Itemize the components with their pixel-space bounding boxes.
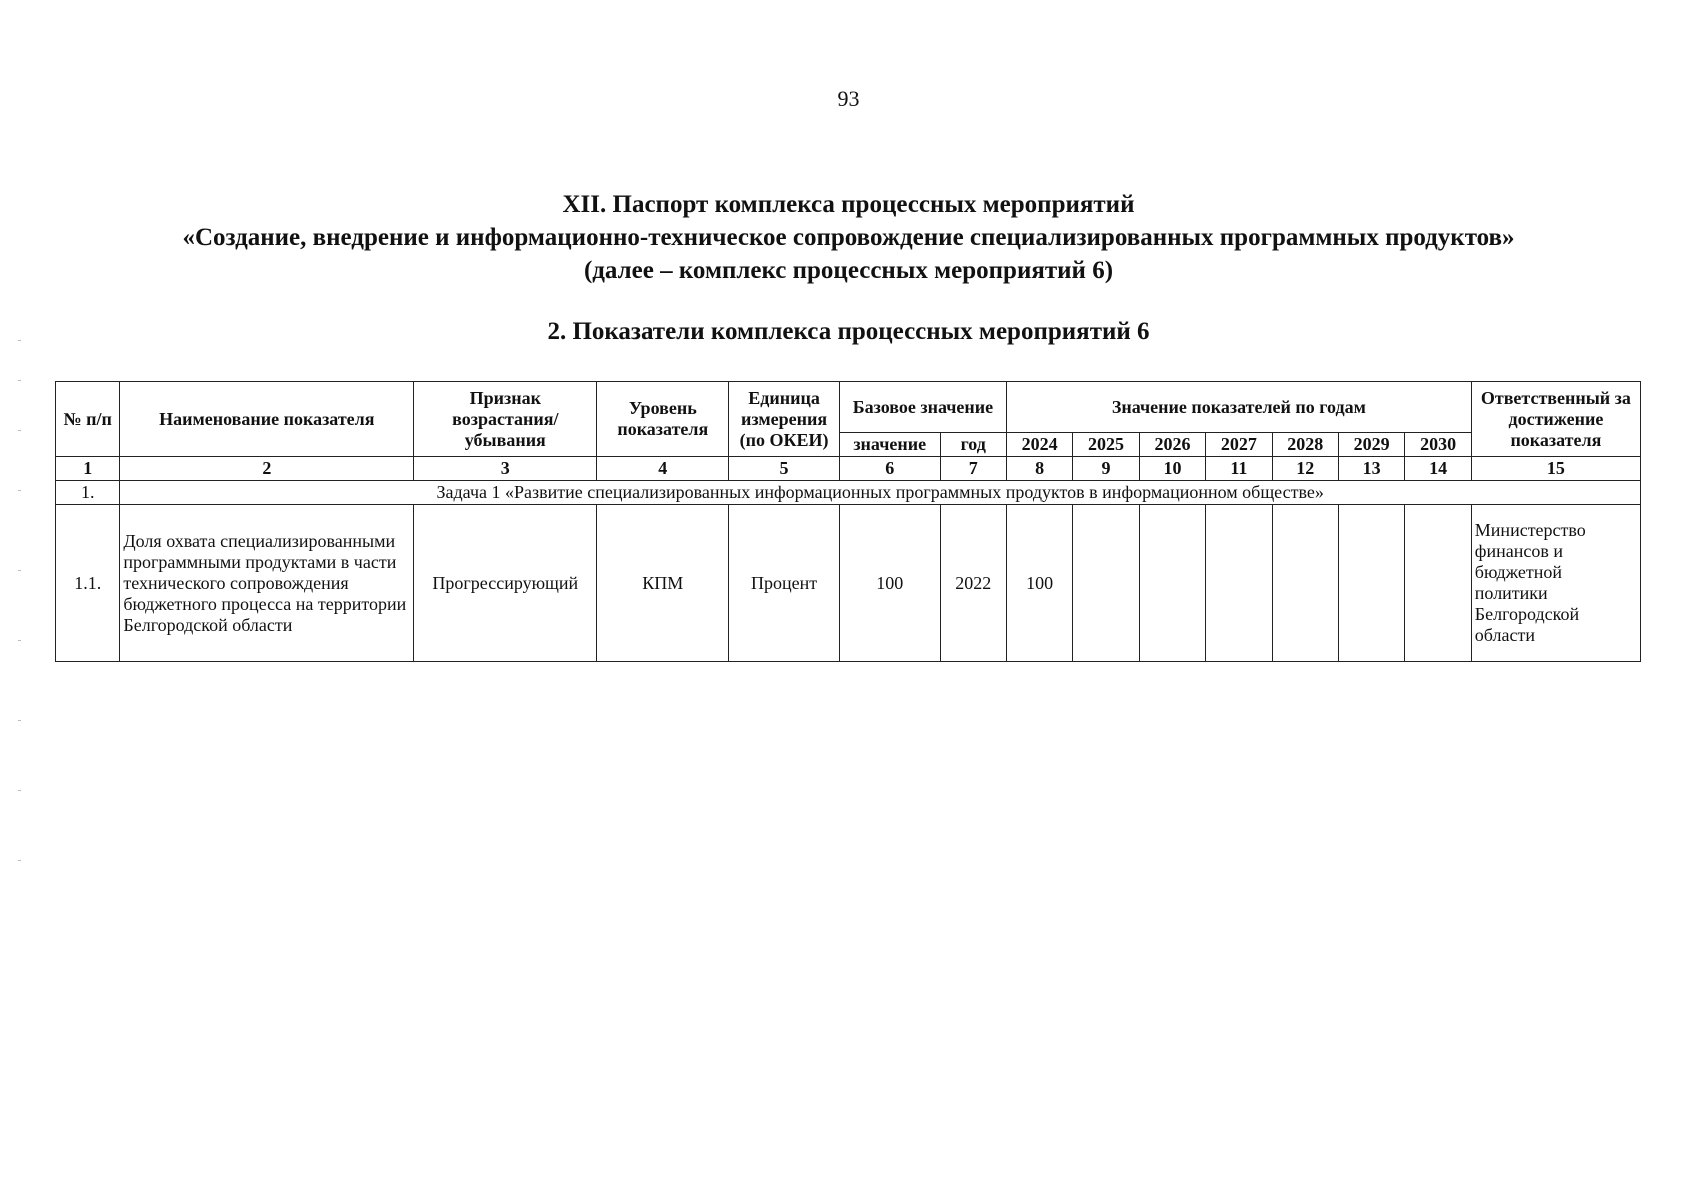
row-indicator-name: Доля охвата специализированными программными продуктами в части технического сопровождения бюджетного процесса на территории Белгородской области [120, 505, 414, 662]
row-sign: Прогрессирующий [414, 505, 597, 662]
table-row [56, 505, 1641, 662]
header-year-2029: 2029 [1338, 433, 1404, 457]
column-number: 3 [414, 457, 597, 481]
header-year-2027: 2027 [1206, 433, 1272, 457]
page-number: 93 [837, 86, 860, 111]
header-base-year: год [940, 433, 1006, 457]
column-number: 10 [1139, 457, 1205, 481]
header-year-2030: 2030 [1405, 433, 1471, 457]
row-value-2024: 100 [1006, 505, 1072, 662]
header-responsible: Ответственный за достижение показателя [1471, 382, 1640, 457]
column-number: 9 [1073, 457, 1139, 481]
header-sign: Признак возрастания/ убывания [414, 382, 597, 457]
row-value-2026 [1139, 505, 1205, 662]
row-base-year: 2022 [940, 505, 1006, 662]
row-level: КПМ [597, 505, 729, 662]
row-value-2029 [1338, 505, 1404, 662]
header-num: № п/п [56, 382, 120, 457]
column-number: 2 [120, 457, 414, 481]
task-row [56, 481, 1641, 505]
column-number: 11 [1206, 457, 1272, 481]
row-num: 1.1. [56, 505, 120, 662]
header-unit: Единица измерения (по ОКЕИ) [729, 382, 840, 457]
row-responsible: Министерство финансов и бюджетной политики Белгородской области [1471, 505, 1640, 662]
column-number: 4 [597, 457, 729, 481]
row-value-2025 [1073, 505, 1139, 662]
column-number: 13 [1338, 457, 1404, 481]
column-number: 12 [1272, 457, 1338, 481]
row-base-value: 100 [839, 505, 940, 662]
task-text: Задача 1 «Развитие специализированных информационных программных продуктов в информационном обществе» [120, 481, 1641, 505]
header-level: Уровень показателя [597, 382, 729, 457]
column-number: 15 [1471, 457, 1640, 481]
scan-edge-marks [18, 340, 24, 900]
header-base-value: значение [839, 433, 940, 457]
column-number: 8 [1006, 457, 1072, 481]
column-number: 5 [729, 457, 840, 481]
section-title: 2. Показатели комплекса процессных мероприятий 6 [547, 318, 1150, 345]
column-number: 6 [839, 457, 940, 481]
header-base: Базовое значение [839, 382, 1006, 433]
header-year-2028: 2028 [1272, 433, 1338, 457]
document-heading-line-2: «Создание, внедрение и информационно-техническое сопровождение специализированных программных продуктов» [182, 224, 1515, 251]
column-number: 1 [56, 457, 120, 481]
column-number: 7 [940, 457, 1006, 481]
column-numbers-row [56, 457, 1641, 481]
header-name: Наименование показателя [120, 382, 414, 457]
column-number: 14 [1405, 457, 1471, 481]
row-unit: Процент [729, 505, 840, 662]
row-value-2027 [1206, 505, 1272, 662]
row-value-2030 [1405, 505, 1471, 662]
document-heading-line-1: XII. Паспорт комплекса процессных мероприятий [562, 191, 1135, 218]
indicators-table [55, 381, 1641, 662]
header-year-2026: 2026 [1139, 433, 1205, 457]
document-heading-line-3: (далее – комплекс процессных мероприятий 6) [583, 257, 1114, 284]
header-years-group: Значение показателей по годам [1006, 382, 1471, 433]
header-year-2024: 2024 [1006, 433, 1072, 457]
row-value-2028 [1272, 505, 1338, 662]
task-num: 1. [56, 481, 120, 505]
header-year-2025: 2025 [1073, 433, 1139, 457]
